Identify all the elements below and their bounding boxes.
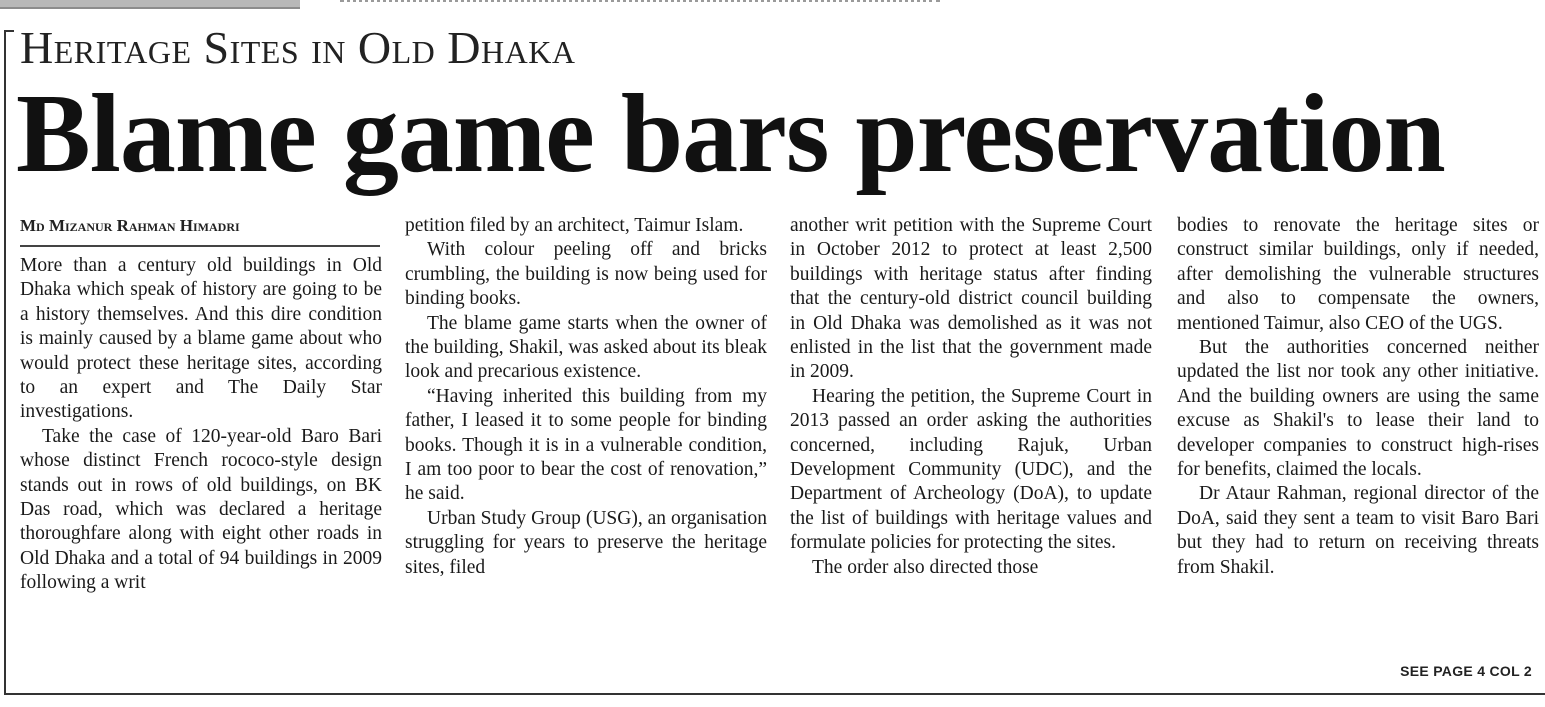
article-column-2 <box>405 214 767 580</box>
paragraph: another writ petition with the Supreme Court in October 2012 to protect at least 2,500 buildings with heritage status after finding that the century-old district council building in Old Dhaka was demolished as it was not enlisted in the list that the government made in 2009. <box>790 215 1152 383</box>
left-border-tick <box>4 30 14 32</box>
kicker: Heritage Sites in Old Dhaka <box>20 22 576 73</box>
paragraph: Hearing the petition, the Supreme Court in 2013 passed an order asking the authorities concerned, including Rajuk, Urban Development Community (UDC), and the Department of Archeology (DoA), to update the list of buildings with heritage values and formulate policies for protecting the sites. <box>790 385 1152 554</box>
previous-clipping-text-remnant <box>340 0 940 2</box>
paragraph: Take the case of 120-year-old Baro Bari whose distinct French rococo-style design stands out in rows of old buildings, on BK Das road, which was declared a heritage thoroughfare along with eight other roads in Old Dhaka and a total of 94 buildings in 2009 following a writ <box>20 425 382 594</box>
paragraph: The blame game starts when the owner of the building, Shakil, was asked about its bleak look and precarious existence. <box>405 312 767 383</box>
continued-on-jump: SEE PAGE 4 COL 2 <box>1400 663 1532 679</box>
article-column-3 <box>790 214 1152 580</box>
article-column-1 <box>20 254 382 596</box>
paragraph: “Having inherited this building from my father, I leased it to some people for binding books. Though it is in a vulnerable condition, I am too poor to bear the cost of renovation,” he said. <box>405 385 767 505</box>
paragraph: Dr Ataur Rahman, regional director of the DoA, said they sent a team to visit Baro Bari but they had to return on receiving threats from Shakil. <box>1177 483 1539 578</box>
paragraph: petition filed by an architect, Taimur Islam. <box>405 215 744 236</box>
previous-clipping-remnant <box>0 0 300 9</box>
paragraph: More than a century old buildings in Old Dhaka which speak of history are going to be a history themselves. And this dire condition is mainly caused by a blame game about who would protect these heritage sites, according to an expert and The Daily Star investigations. <box>20 255 382 423</box>
paragraph: Urban Study Group (USG), an organisation struggling for years to preserve the heritage sites, filed <box>405 507 767 578</box>
paragraph: bodies to renovate the heritage sites or construct similar buildings, only if needed, after demolishing the vulnerable structures and also to compensate the owners, mentioned Taimur, also CEO of the UGS. <box>1177 215 1539 334</box>
byline: Md Mizanur Rahman Himadri <box>20 215 380 247</box>
article-column-4 <box>1177 214 1539 580</box>
left-border-rule <box>4 30 6 695</box>
paragraph: The order also directed those <box>812 556 1039 578</box>
paragraph: But the authorities concerned neither updated the list nor took any other initiative. And the building owners are using the same excuse as Shakil's to lease their land to developer companies to construct high-rises for benefits, claimed the locals. <box>1177 337 1539 481</box>
paragraph: With colour peeling off and bricks crumbling, the building is now being used for binding books. <box>405 239 767 310</box>
headline: Blame game bars preservation <box>16 72 1445 196</box>
bottom-border-rule <box>4 693 1545 695</box>
